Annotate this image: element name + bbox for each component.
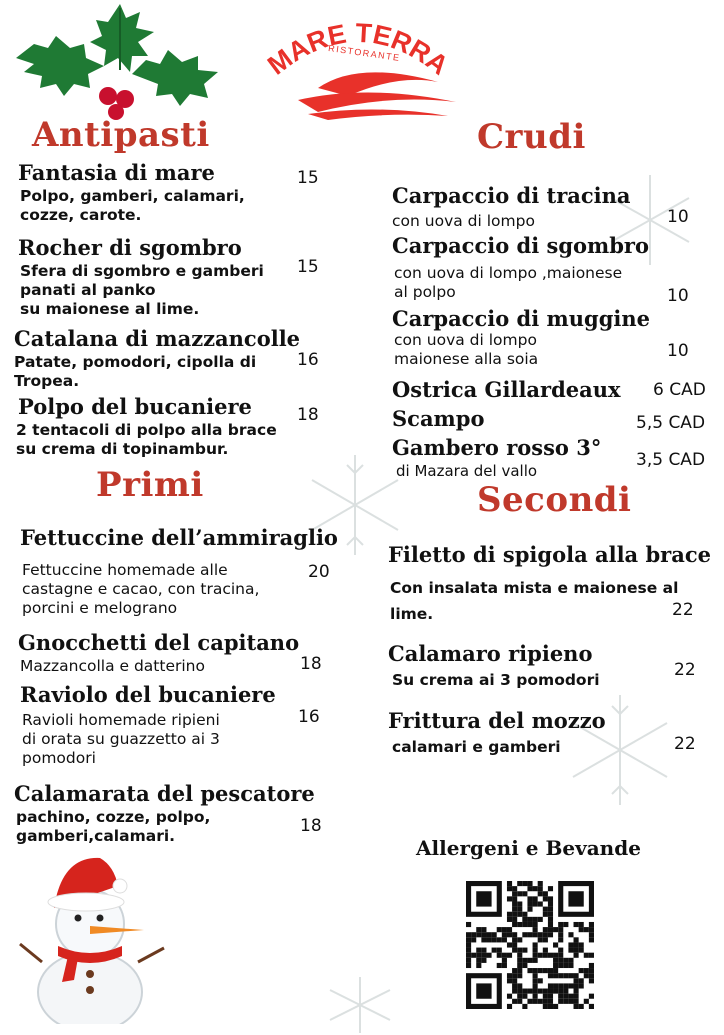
dish-price: 18	[300, 654, 322, 674]
dish-name: Carpaccio di muggine	[392, 306, 650, 331]
dish-name: Filetto di spigola alla brace	[388, 542, 711, 567]
brand-name: MARE TERRA	[262, 17, 454, 81]
dish-price: 10	[667, 341, 689, 361]
dish-name: Gnocchetti del capitano	[18, 630, 300, 655]
dish-description: Con insalata mista e maionese al lime.	[390, 579, 679, 623]
dish-price: 15	[297, 257, 319, 277]
dish-description: con uova di lompo ,maionese al polpo	[394, 264, 623, 301]
dish-name: Calamaro ripieno	[388, 641, 593, 666]
dish-description: Su crema ai 3 pomodori	[392, 671, 600, 689]
allergens-label: Allergeni e Bevande	[416, 836, 641, 860]
dish-price: 16	[297, 350, 319, 370]
dish-description: Ravioli homemade ripieni di orata su guazzetto ai 3 pomodori	[22, 711, 220, 767]
logo-waves-icon	[288, 60, 458, 120]
dish-description: 2 tentacoli di polpo alla brace su crema di topinambur.	[16, 421, 277, 458]
dish-name: Carpaccio di sgombro	[392, 233, 650, 258]
dish-price: 10	[667, 207, 689, 227]
qr-code-icon[interactable]	[466, 881, 594, 1009]
dish-name: Raviolo del bucaniere	[20, 682, 276, 707]
dish-name: Frittura del mozzo	[388, 708, 606, 733]
dish-name: Gambero rosso 3°	[392, 435, 602, 460]
section-title-antipasti: Antipasti	[32, 115, 210, 155]
brand-logo	[258, 10, 458, 120]
dish-price: 15	[297, 168, 319, 188]
holly-icon	[12, 0, 224, 125]
snowflake-icon	[320, 975, 400, 1035]
dish-description: Polpo, gamberi, calamari, cozze, carote.	[20, 187, 245, 224]
dish-description: pachino, cozze, polpo, gamberi,calamari.	[16, 808, 211, 845]
brand-subtitle: RISTORANTE	[327, 42, 402, 64]
dish-price: 10	[667, 286, 689, 306]
dish-price: 22	[672, 600, 694, 620]
dish-price: 6 CAD	[653, 380, 706, 400]
dish-description: con uova di lompo maionese alla soia	[394, 331, 539, 368]
dish-name: Polpo del bucaniere	[18, 394, 252, 419]
dish-name: Rocher di sgombro	[18, 235, 242, 260]
section-title-secondi: Secondi	[477, 480, 632, 520]
dish-description: calamari e gamberi	[392, 738, 561, 756]
dish-description: Mazzancolla e datterino	[20, 657, 205, 675]
dish-price: 5,5 CAD	[636, 413, 706, 433]
dish-name: Carpaccio di tracina	[392, 183, 631, 208]
dish-description: di Mazara del vallo	[396, 462, 538, 480]
dish-price: 22	[674, 660, 696, 680]
dish-price: 18	[297, 405, 319, 425]
dish-name: Scampo	[392, 406, 485, 431]
snowman-icon	[18, 852, 168, 1024]
dish-description: Sfera di sgombro e gamberi panati al panko su maionese al lime.	[20, 262, 264, 318]
section-title-crudi: Crudi	[477, 117, 586, 157]
dish-name: Catalana di mazzancolle	[14, 326, 301, 351]
dish-price: 3,5 CAD	[636, 450, 706, 470]
dish-description: Fettuccine homemade alle castagne e cacao, con tracina, porcini e melograno	[22, 561, 260, 617]
dish-price: 22	[674, 734, 696, 754]
dish-description: con uova di lompo	[392, 212, 535, 230]
dish-description: Patate, pomodori, cipolla di Tropea.	[14, 353, 257, 390]
dish-price: 20	[308, 562, 330, 582]
dish-name: Fettuccine dell’ammiraglio	[20, 525, 338, 550]
dish-name: Calamarata del pescatore	[14, 781, 315, 806]
section-title-primi: Primi	[96, 465, 204, 505]
dish-price: 18	[300, 816, 322, 836]
dish-name: Ostrica Gillardeaux	[392, 377, 621, 402]
dish-price: 16	[298, 707, 320, 727]
dish-name: Fantasia di mare	[18, 160, 215, 185]
